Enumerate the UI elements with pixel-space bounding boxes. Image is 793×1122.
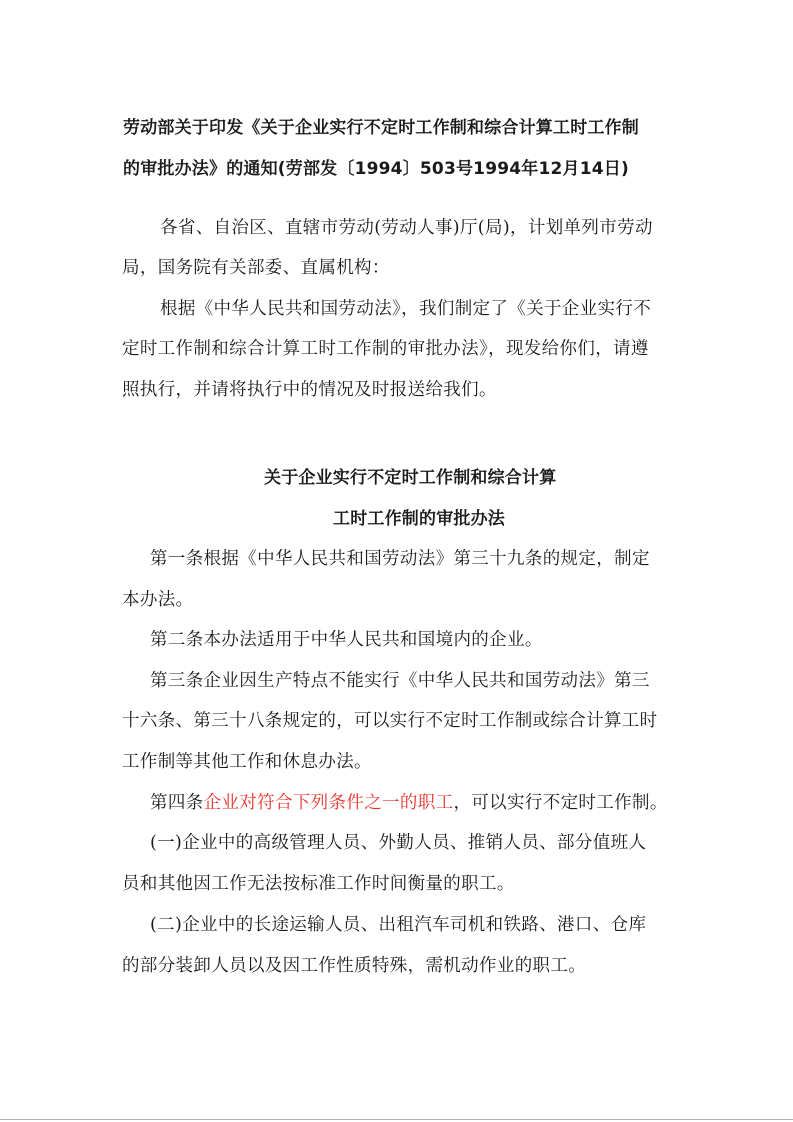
article-4-line-1 bbox=[150, 791, 690, 815]
notice-body-line-2: 定时工作制和综合计算工时工作制的审批办法》，现发给你们，请遵 bbox=[122, 339, 649, 359]
notice-title-line-1: 劳动部关于印发《关于企业实行不定时工作制和综合计算工时工作制 bbox=[123, 118, 639, 138]
article-1-line-2: 本办法。 bbox=[122, 590, 194, 610]
addressee-line-1: 各省、自治区、直辖市劳动(劳动人事)厅(局)，计划单列市劳动 bbox=[160, 218, 653, 238]
notice-body-line-3: 照执行，并请将执行中的情况及时报送给我们。 bbox=[122, 380, 497, 400]
article-4-highlight: 企业对符合下列条件之一的职工 bbox=[203, 793, 454, 813]
notice-title-line-2: 的审批办法》的通知(劳部发〔1994〕503号1994年12月14日) bbox=[123, 159, 629, 179]
measures-title-line-1: 关于企业实行不定时工作制和综合计算 bbox=[264, 468, 557, 488]
item-2-line-1: (二)企业中的长途运输人员、出租汽车司机和铁路、港口、仓库 bbox=[150, 915, 647, 935]
article-2-line-1: 第二条本办法适用于中华人民共和国境内的企业。 bbox=[150, 630, 543, 650]
addressee-line-2: 局，国务院有关部委、直属机构： bbox=[122, 258, 390, 278]
item-1-line-1: (一)企业中的高级管理人员、外勤人员、推销人员、部分值班人 bbox=[150, 833, 647, 853]
article-3-line-2: 十六条、第三十八条规定的，可以实行不定时工作制或综合计算工时 bbox=[122, 711, 658, 731]
measures-title-line-2: 工时工作制的审批办法 bbox=[333, 509, 505, 529]
notice-body-line-1: 根据《中华人民共和国劳动法》，我们制定了《关于企业实行不 bbox=[160, 299, 652, 319]
page-bottom-rule bbox=[0, 1119, 793, 1120]
article-4-prefix: 第四条 bbox=[150, 793, 204, 813]
article-3-line-1: 第三条企业因生产特点不能实行《中华人民共和国劳动法》第三 bbox=[150, 671, 650, 691]
article-1-line-1: 第一条根据《中华人民共和国劳动法》第三十九条的规定，制定 bbox=[150, 549, 650, 569]
article-4-suffix: ，可以实行不定时工作制。 bbox=[453, 793, 668, 813]
article-3-line-3: 工作制等其他工作和休息办法。 bbox=[122, 752, 372, 772]
item-2-line-2: 的部分装卸人员以及因工作性质特殊，需机动作业的职工。 bbox=[122, 956, 587, 976]
item-1-line-2: 员和其他因工作无法按标准工作时间衡量的职工。 bbox=[122, 874, 515, 894]
